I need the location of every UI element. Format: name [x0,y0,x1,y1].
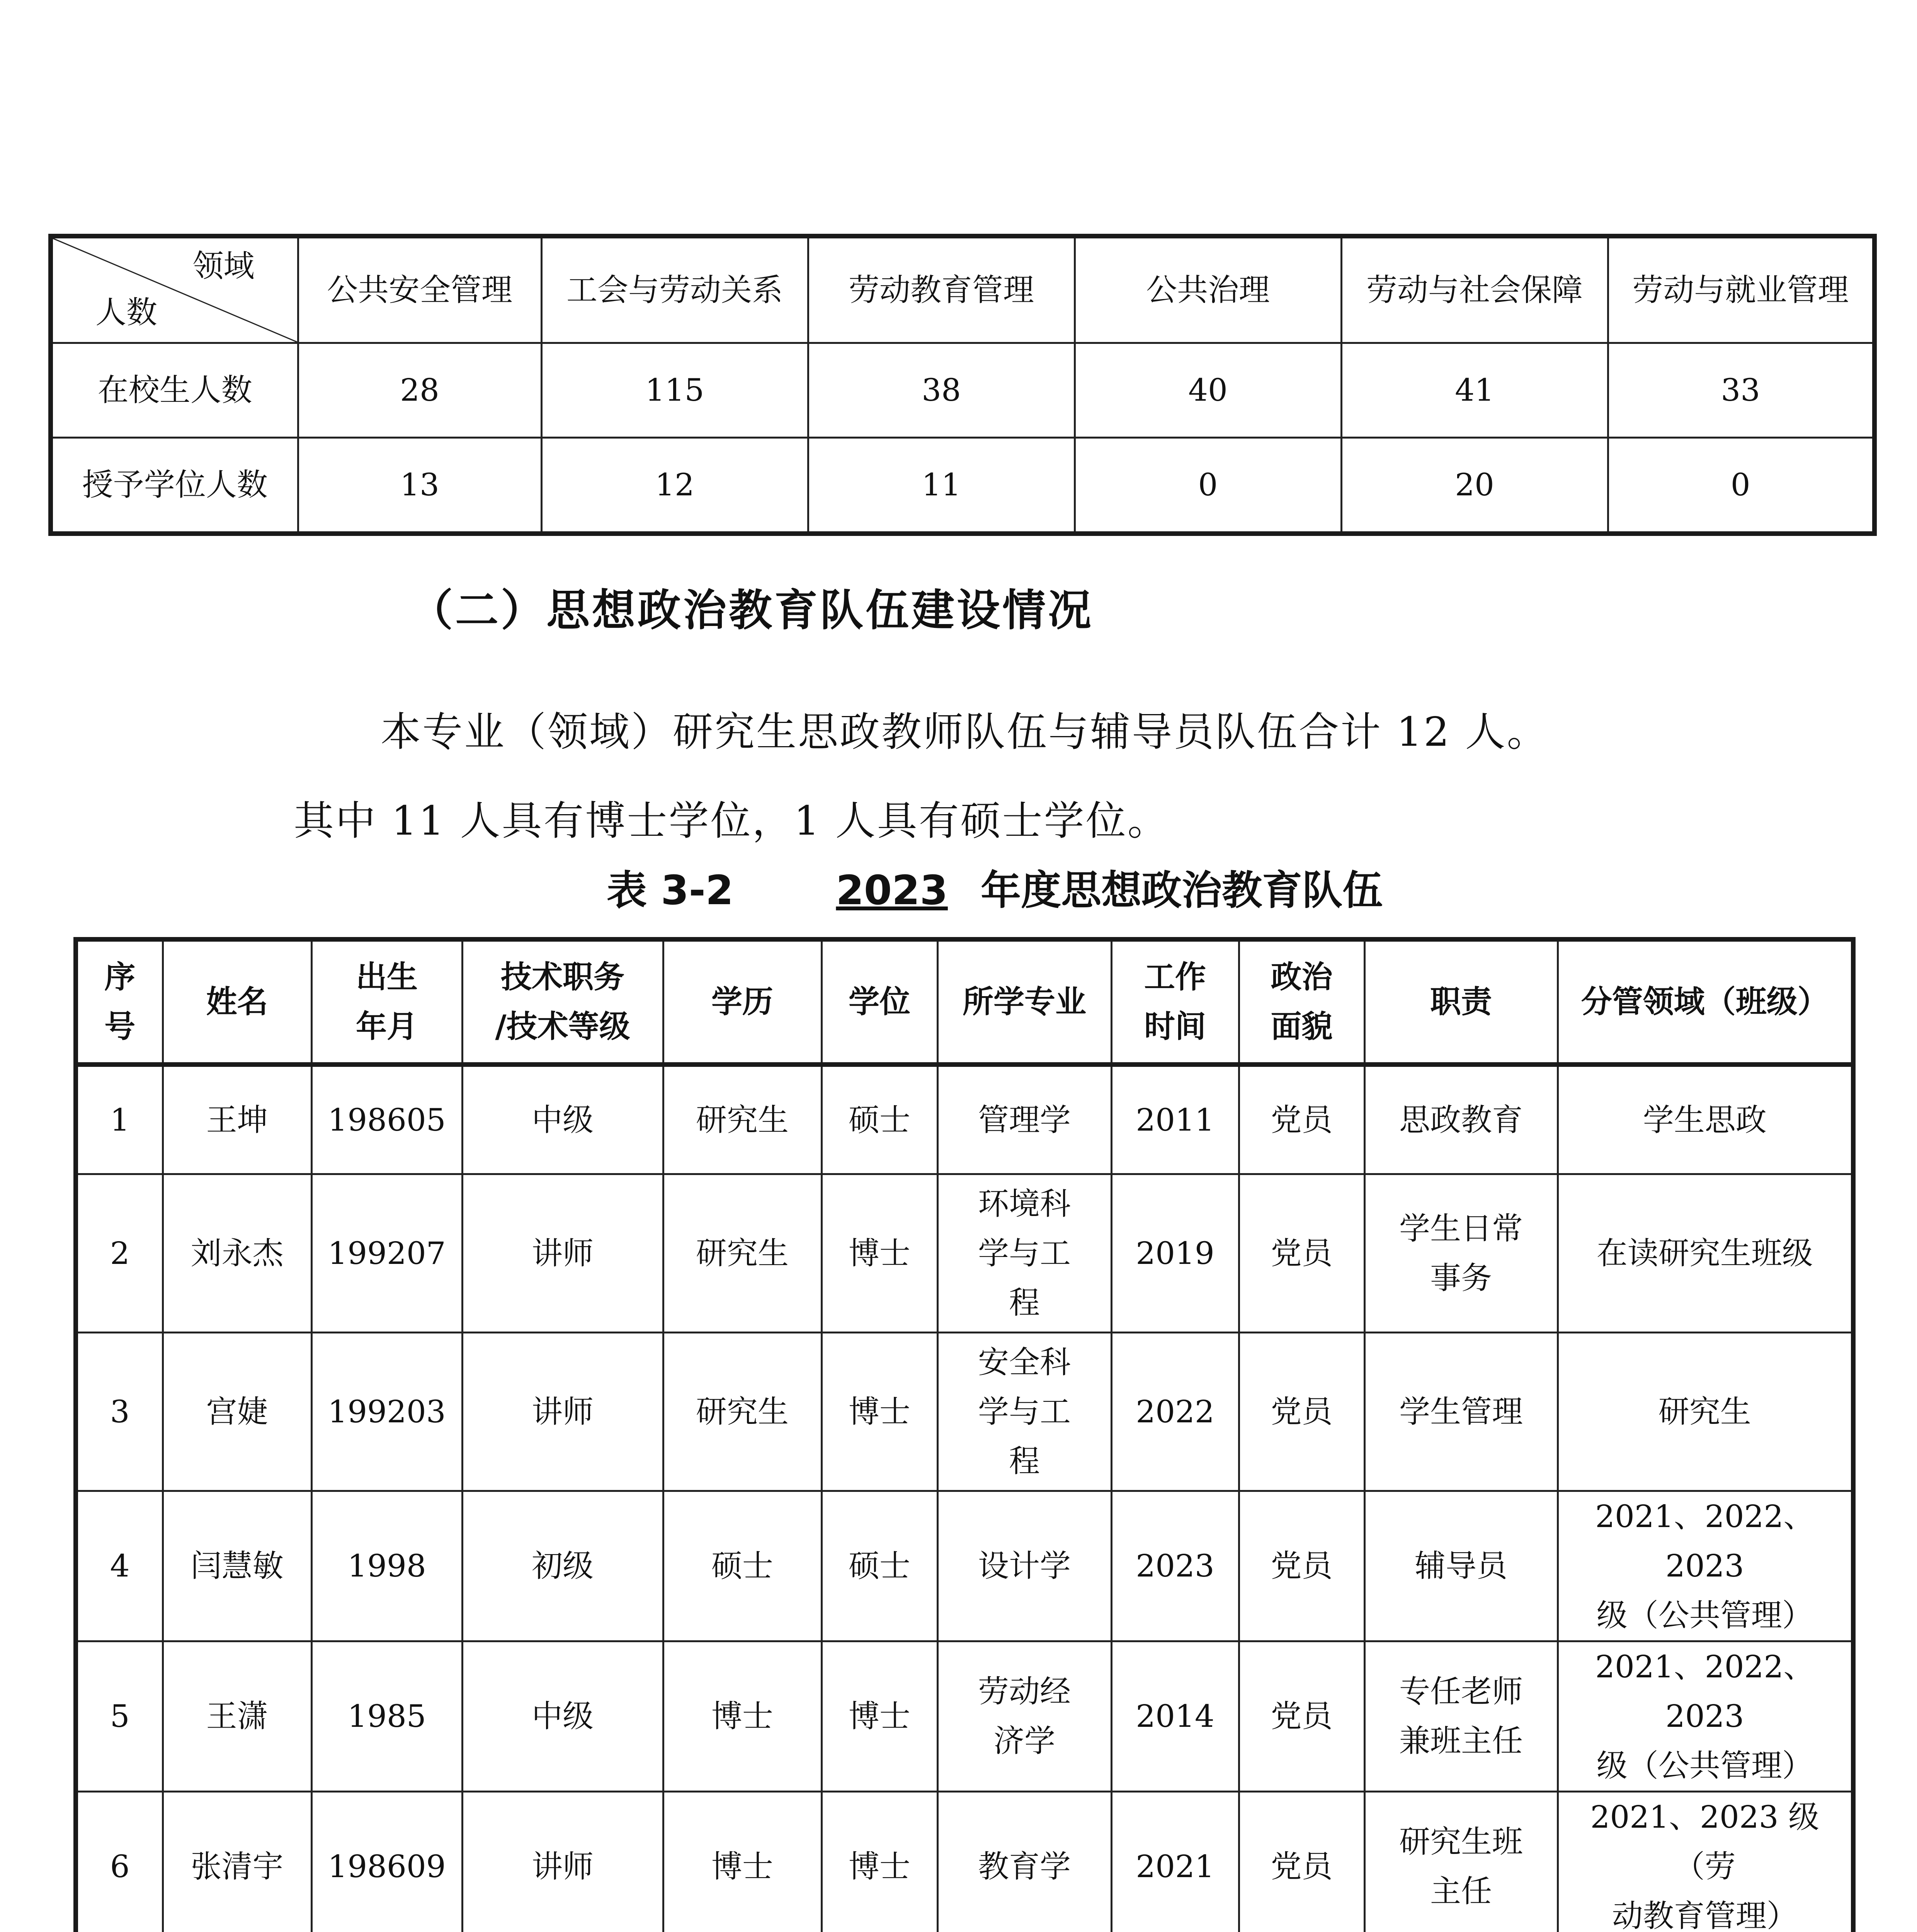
cell-political [1239,1641,1364,1792]
staff-table [73,937,1856,1932]
cell-birth [311,1792,462,1932]
cell-line: 1 [110,1102,130,1138]
table-row [76,1174,1853,1333]
cell-assigned-field [1558,1065,1853,1174]
header-major [937,939,1111,1065]
cell-degree [822,1792,937,1932]
header-line: 出生 [356,959,418,995]
cell-line: 3 [110,1393,130,1430]
cell-line: 2021、2022、2023 [1595,1498,1815,1584]
cell-work-start [1111,1792,1239,1932]
cell-value: 0 [1608,438,1874,534]
table-caption [607,858,1383,916]
cell-political [1239,1065,1364,1174]
header-name [163,939,311,1065]
header-line: 职责 [1430,984,1492,1020]
cell-duty [1364,1491,1558,1641]
cell-education [663,1333,822,1491]
cell-line: 研究生 [1658,1393,1751,1430]
cell-seq [76,1641,163,1792]
cell-line: 硕士 [849,1102,910,1138]
cell-line: 199207 [328,1235,446,1271]
cell-line: 博士 [849,1235,910,1271]
cell-political [1239,1333,1364,1491]
field-header: 劳动与就业管理 [1608,236,1874,343]
cell-title [462,1641,663,1792]
cell-work-start [1111,1491,1239,1641]
cell-line: 党员 [1271,1393,1333,1430]
field-header: 劳动与社会保障 [1341,236,1608,343]
cell-line: 王潇 [206,1698,268,1734]
header-line: 时间 [1144,1009,1206,1044]
cell-birth [311,1491,462,1641]
cell-degree [822,1491,937,1641]
cell-value: 40 [1075,343,1341,438]
cell-line: 学生日常 [1399,1210,1523,1247]
header-line: 技术职务 [501,959,624,995]
header-line: 序 [104,959,136,995]
header-assigned-field [1558,939,1853,1065]
cell-seq [76,1491,163,1641]
cell-line: 在读研究生班级 [1596,1235,1813,1271]
cell-line: 级（公共管理） [1596,1597,1813,1633]
field-header: 公共安全管理 [298,236,541,343]
cell-education [663,1641,822,1792]
cell-value: 41 [1341,343,1608,438]
row-label: 在校生人数 [51,343,298,438]
cell-line: 199203 [328,1393,446,1430]
cell-line: 2023 [1136,1548,1214,1584]
cell-seq [76,1065,163,1174]
cell-line: 学与工 [978,1235,1071,1271]
cell-work-start [1111,1174,1239,1333]
cell-line: 兼班主任 [1399,1723,1523,1759]
cell-line: 博士 [711,1698,773,1734]
header-line: 号 [104,1009,136,1044]
section-title: （二）思想政治教育队伍建设情况 [410,585,1094,636]
cell-line: 级（公共管理） [1596,1748,1813,1784]
cell-line: 讲师 [532,1849,594,1884]
cell-degree [822,1065,937,1174]
cell-line: 事务 [1430,1260,1492,1296]
cell-value: 38 [808,343,1075,438]
cell-value: 115 [541,343,808,438]
cell-title [462,1792,663,1932]
cell-line: 安全科 [978,1344,1071,1380]
cell-seq [76,1333,163,1491]
table-row [76,1792,1853,1932]
cell-line: 学与工 [978,1393,1071,1430]
cell-seq [76,1792,163,1932]
cell-duty [1364,1174,1558,1333]
cell-major [937,1491,1111,1641]
cell-line: 中级 [532,1698,594,1734]
cell-line: 讲师 [532,1235,594,1271]
table-row [51,438,1874,534]
header-birth [311,939,462,1065]
table-row [76,1065,1853,1174]
cell-line: 198605 [328,1102,446,1138]
header-political [1239,939,1364,1065]
cell-line: 6 [110,1849,130,1884]
cell-major [937,1792,1111,1932]
header-line: 年月 [356,1009,418,1044]
cell-seq [76,1174,163,1333]
cell-line: 博士 [849,1849,910,1884]
cell-assigned-field [1558,1333,1853,1491]
cell-line: 讲师 [532,1393,594,1430]
cell-line: 党员 [1271,1849,1333,1884]
cell-line: 硕士 [711,1548,773,1584]
header-line: /技术等级 [495,1009,630,1044]
cell-name [163,1491,311,1641]
cell-line: 2019 [1136,1235,1214,1271]
cell-line: 研究生 [696,1235,789,1271]
cell-line: 党员 [1271,1698,1333,1734]
caption-suffix: 年度思想政治教育队伍 [981,867,1383,914]
cell-value: 12 [541,438,808,534]
cell-birth [311,1065,462,1174]
cell-line: 2 [110,1235,130,1271]
cell-political [1239,1174,1364,1333]
cell-name [163,1174,311,1333]
cell-line: 思政教育 [1399,1102,1523,1138]
cell-value: 13 [298,438,541,534]
cell-line: 硕士 [849,1548,910,1584]
staff-table-body [76,1065,1853,1932]
cell-value: 0 [1075,438,1341,534]
cell-line: 1985 [347,1698,426,1734]
header-work-start [1111,939,1239,1065]
cell-line: 党员 [1271,1102,1333,1138]
cell-name [163,1333,311,1491]
cell-assigned-field [1558,1792,1853,1932]
cell-name [163,1792,311,1932]
cell-line: 教育学 [978,1849,1071,1884]
cell-work-start [1111,1641,1239,1792]
cell-line: 4 [110,1548,130,1584]
header-seq [76,939,163,1065]
cell-line: 初级 [532,1548,594,1584]
cell-value: 11 [808,438,1075,534]
cell-birth [311,1174,462,1333]
cell-name [163,1065,311,1174]
cell-line: 动教育管理） [1612,1898,1798,1932]
cell-line: 2011 [1136,1102,1214,1138]
caption-prefix: 表 3-2 [607,867,734,914]
cell-degree [822,1641,937,1792]
table-row [76,1491,1853,1641]
cell-education [663,1174,822,1333]
cell-assigned-field [1558,1491,1853,1641]
field-header: 工会与劳动关系 [541,236,808,343]
corner-label-field: 领域 [192,248,255,284]
cell-political [1239,1491,1364,1641]
header-education [663,939,822,1065]
header-duty [1364,939,1558,1065]
table-row [76,1333,1853,1491]
cell-line: 中级 [532,1102,594,1138]
diagonal-header-cell [51,236,298,343]
cell-birth [311,1641,462,1792]
cell-name [163,1641,311,1792]
table-row [76,1641,1853,1792]
row-label: 授予学位人数 [51,438,298,534]
cell-assigned-field [1558,1641,1853,1792]
cell-duty [1364,1641,1558,1792]
cell-line: 程 [1009,1443,1040,1479]
cell-line: 管理学 [978,1102,1071,1138]
cell-line: 2021、2022、2023 [1595,1649,1815,1734]
field-header: 劳动教育管理 [808,236,1075,343]
cell-title [462,1065,663,1174]
cell-major [937,1641,1111,1792]
cell-line: 研究生 [696,1393,789,1430]
cell-line: 辅导员 [1415,1548,1507,1584]
cell-value: 28 [298,343,541,438]
header-degree [822,939,937,1065]
header-line: 所学专业 [963,984,1086,1020]
cell-title [462,1174,663,1333]
cell-duty [1364,1333,1558,1491]
cell-degree [822,1333,937,1491]
cell-line: 1998 [347,1548,426,1584]
header-line: 面貌 [1271,1009,1333,1044]
cell-line: 博士 [849,1393,910,1430]
staff-table-header [76,939,1853,1065]
header-line: 学历 [711,984,773,1020]
cell-line: 劳动经 [978,1673,1071,1709]
paragraph-degree-breakdown: 其中 11 人具有博士学位，1 人具有硕士学位。 [294,797,1169,844]
field-header: 公共治理 [1075,236,1341,343]
cell-line: 2021、2023 级（劳 [1590,1799,1820,1884]
table-row [51,343,1874,438]
cell-line: 研究生 [696,1102,789,1138]
header-line: 工作 [1144,959,1206,995]
cell-major [937,1065,1111,1174]
cell-major [937,1333,1111,1491]
cell-education [663,1065,822,1174]
cell-education [663,1491,822,1641]
header-line: 学位 [849,984,910,1020]
header-row [76,939,1853,1065]
cell-education [663,1792,822,1932]
caption-year: 2023 [836,867,948,914]
cell-political [1239,1792,1364,1932]
cell-line: 主任 [1430,1873,1492,1909]
cell-value: 20 [1341,438,1608,534]
paragraph-staff-total: 本专业（领域）研究生思政教师队伍与辅导员队伍合计 12 人。 [381,708,1549,755]
cell-line: 设计学 [978,1548,1071,1584]
cell-line: 刘永杰 [191,1235,284,1271]
cell-line: 198609 [328,1849,446,1884]
cell-line: 张清宇 [191,1849,284,1884]
cell-title [462,1333,663,1491]
cell-duty [1364,1792,1558,1932]
cell-line: 环境科 [978,1185,1071,1222]
header-line: 政治 [1271,959,1333,995]
cell-line: 闫慧敏 [191,1548,284,1584]
enrollment-table [48,234,1877,536]
cell-line: 研究生班 [1399,1824,1523,1860]
cell-line: 宫婕 [206,1393,268,1430]
cell-work-start [1111,1065,1239,1174]
cell-line: 2022 [1136,1393,1214,1430]
cell-line: 专任老师 [1399,1673,1523,1709]
cell-value: 33 [1608,343,1874,438]
cell-line: 党员 [1271,1235,1333,1271]
cell-major [937,1174,1111,1333]
cell-line: 济学 [993,1723,1055,1759]
cell-duty [1364,1065,1558,1174]
cell-line: 党员 [1271,1548,1333,1584]
cell-assigned-field [1558,1174,1853,1333]
cell-line: 程 [1009,1284,1040,1321]
cell-title [462,1491,663,1641]
corner-label-count: 人数 [95,294,157,330]
cell-line: 博士 [849,1698,910,1734]
cell-line: 5 [110,1698,130,1734]
cell-work-start [1111,1333,1239,1491]
cell-line: 博士 [711,1849,773,1884]
header-line: 分管领域（班级） [1581,984,1829,1020]
cell-degree [822,1174,937,1333]
cell-birth [311,1333,462,1491]
cell-line: 学生思政 [1643,1102,1767,1138]
cell-line: 王坤 [206,1102,268,1138]
header-title [462,939,663,1065]
cell-line: 2014 [1136,1698,1214,1734]
cell-line: 学生管理 [1399,1393,1523,1430]
cell-line: 2021 [1136,1849,1214,1884]
header-line: 姓名 [206,984,268,1020]
